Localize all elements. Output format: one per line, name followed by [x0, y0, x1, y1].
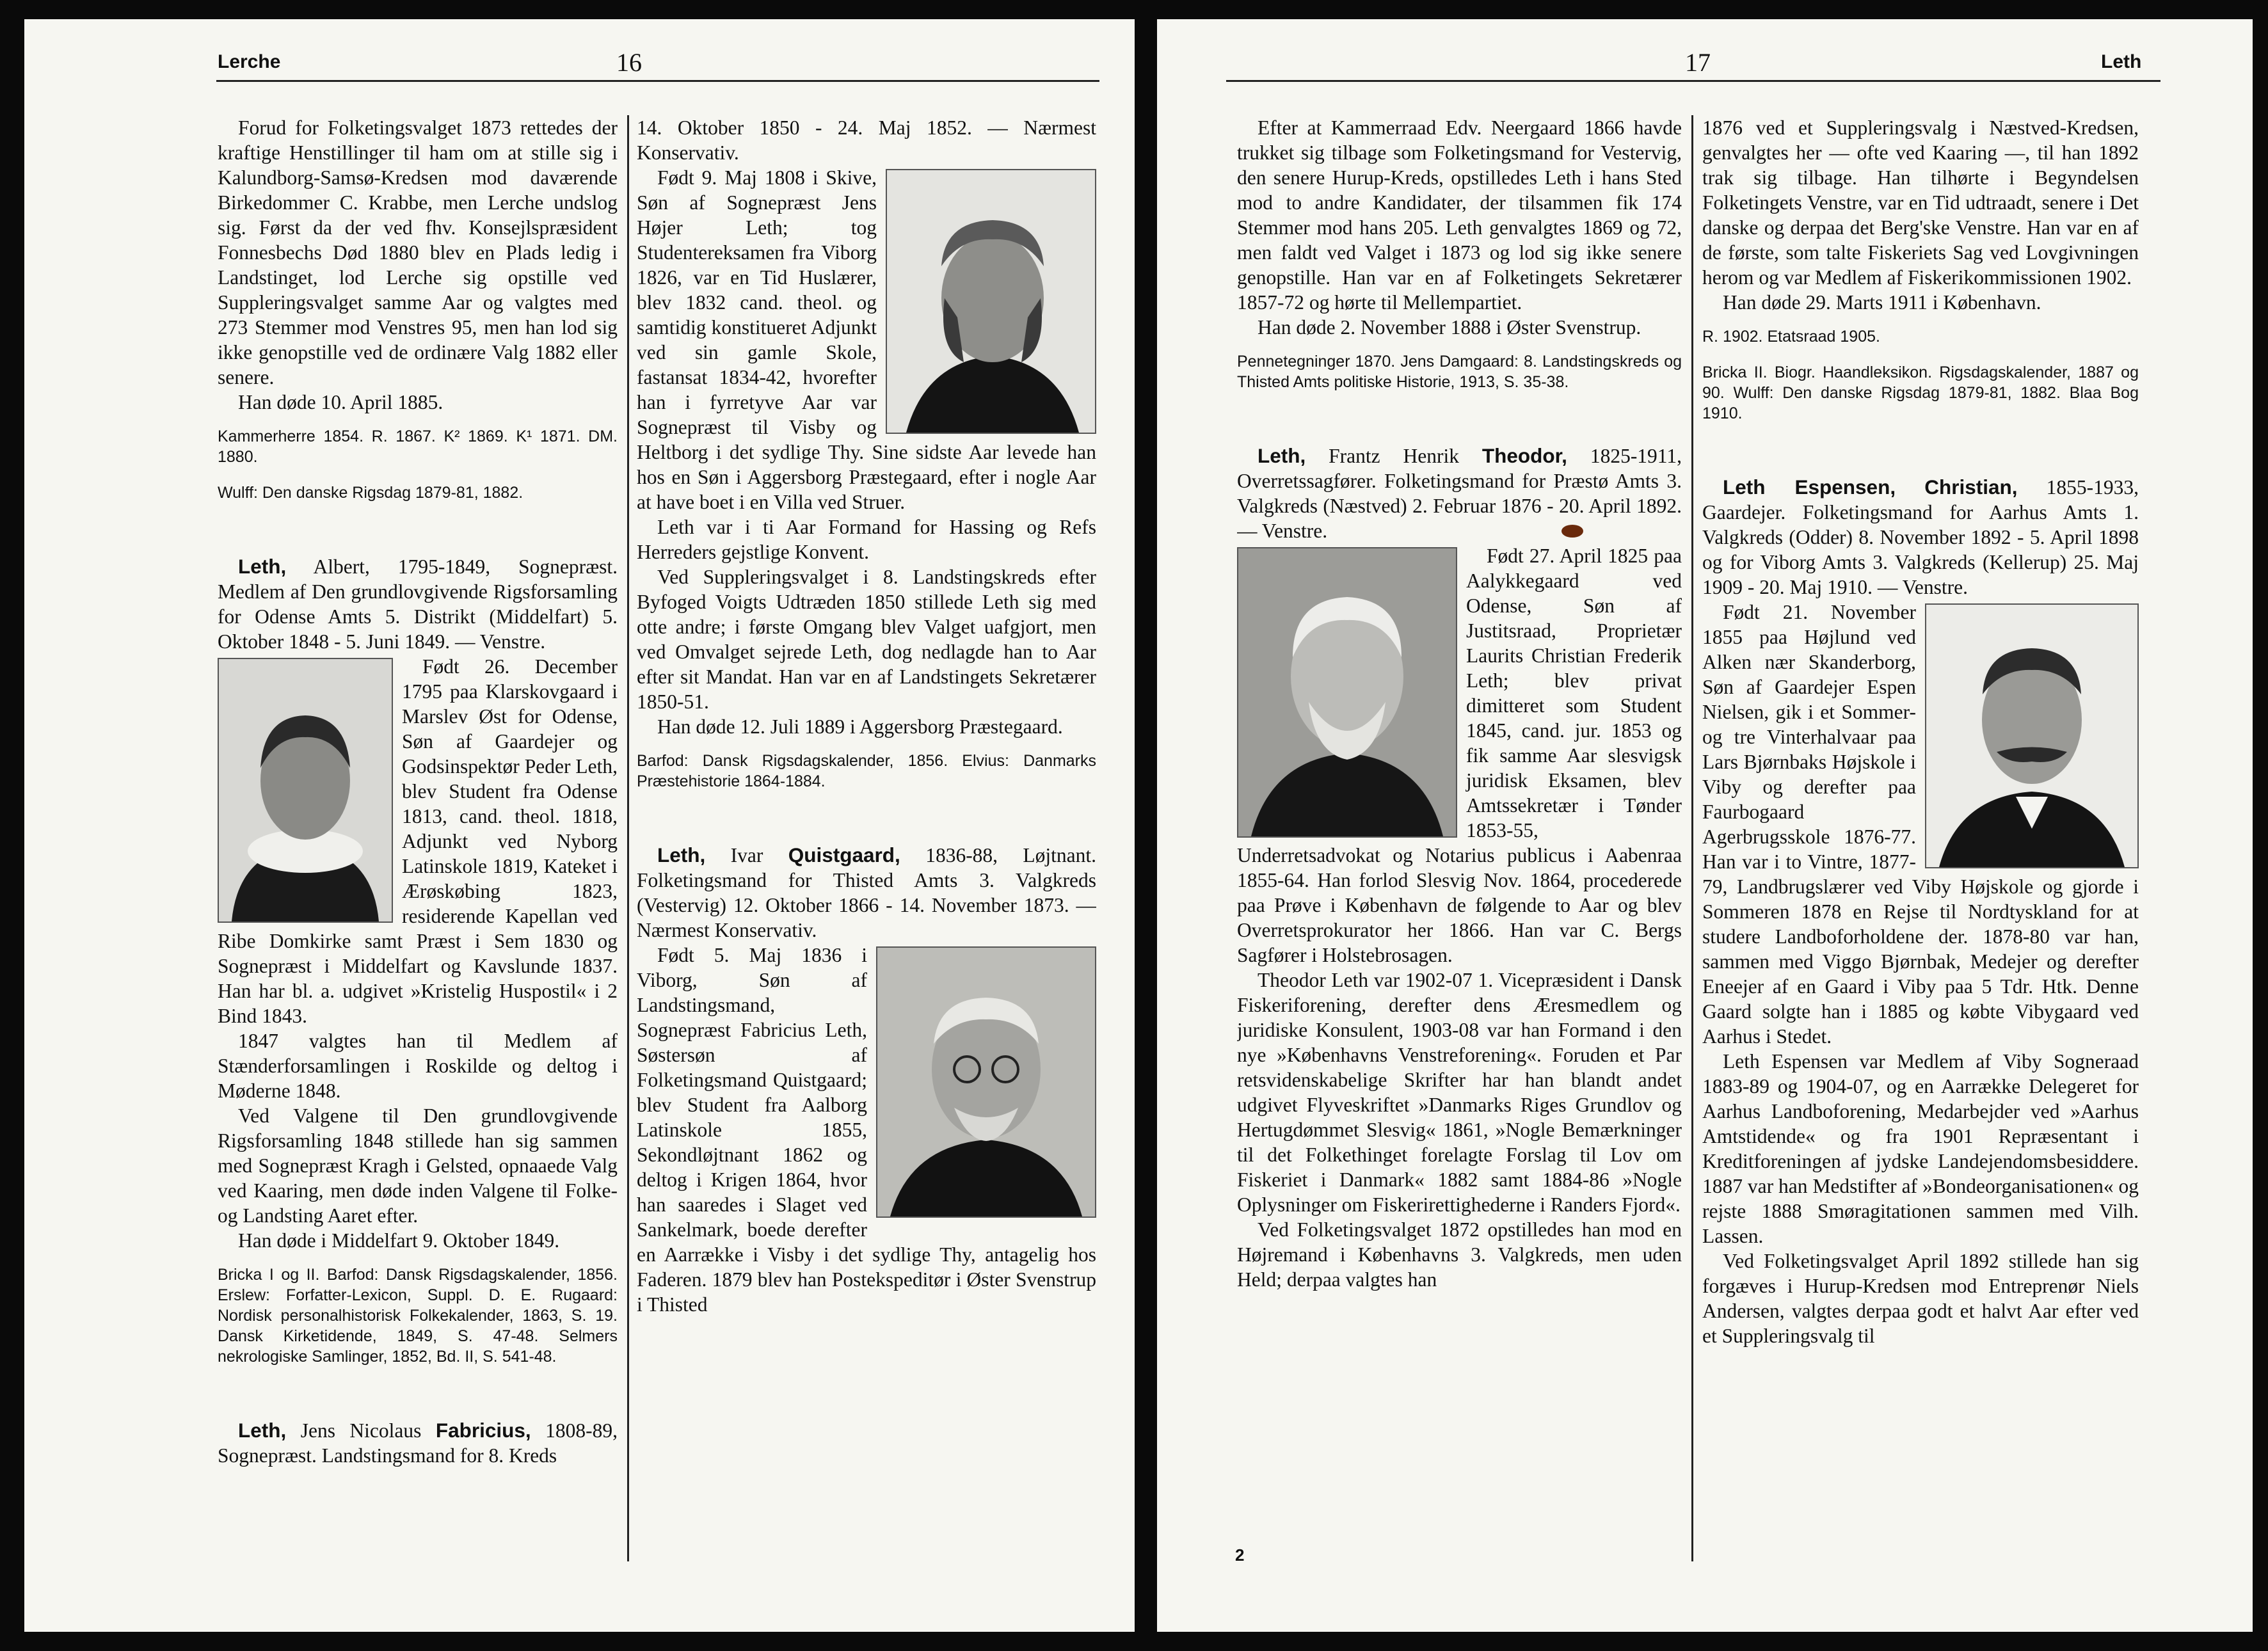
portrait-christian-leth-espensen — [1926, 605, 2137, 867]
paragraph: 14. Oktober 1850 - 24. Maj 1852. — Nærmest Konservativ. — [637, 116, 1096, 164]
entry-lead: 1825-1911, Overretssagfører. Folketingsmand for Præstø Amts 3. Valgkreds (Næstved) 2. Februar 1876 - 20. April 1892. — Venstre. — [1237, 445, 1682, 542]
reference-note: Pennetegninger 1870. Jens Damgaard: 8. Landstingskreds og Thisted Amts politiske Historie, 1913, S. 35-38. — [1237, 353, 1682, 391]
paragraph: Han døde 29. Marts 1911 i København. — [1723, 291, 2041, 314]
right-page — [1157, 19, 2253, 1632]
paragraph: Theodor Leth var 1902-07 1. Vicepræsident i Dansk Fiskeriforening, derefter dens Æresmedlem og juridiske Konsulent, 1903-08 var han Formand i den nye »Københavns Venstreforening«. Foruden et Par retsvidenskabelige Skrifter har han blandt andet udgivet Flyveskriftet »Danmarks Riges Grundlov og Hertugdømmet Slesvig« 1861, »Nogle Bemærkninger til det Folkethinget forelagte Forslag til Lov om Fiskeriet i Danmark« 1882 samt 1884-86 »Nogle Oplysninger om Fiskerirettighederne i Randers Fjord«. — [1237, 969, 1682, 1216]
portrait-theodor-leth — [1238, 548, 1456, 836]
paragraph: Født 27. April 1825 paa Aalykkegaard ved Odense, Søn af Justitsraad, Proprietær Laurits Christian Frederik Leth; blev privat dimitteret som Student 1845, cand. jur. 1853 og fik samme Aar slesvigsk juridisk Eksamen, blev Amtssekretær i Tønder 1853-55, Underretsadvokat og Notarius publicus i Aabenraa 1855-64. Han forlod Slesvig Nov. 1864, procederede paa Prøve i København de følgende to Aar og blev Overretsprokurator her 1866. Han var C. Bergs Sagfører i Holstebrosagen. — [1237, 545, 1682, 966]
entry-heading — [218, 554, 618, 654]
paragraph: Født 9. Maj 1808 i Skive, Søn af Sognepræst Jens Højer Leth; tog Studentereksamen fra Viborg 1826, var en Tid Huslærer, blev 1832 cand. theol. og samtidig konstitueret Adjunkt ved sin gamle Skole, fastansat 1834-42, hvorefter han i fyrretyve Aar var Sognepræst til Visby og Heltborg i det sydlige Thy. Sine sidste Aar levede han hos en Søn i Aggersborg Præstegaard, efter i nogle Aar at have boet i en Villa ved Struer. — [637, 166, 1096, 513]
column-divider — [1691, 115, 1693, 1561]
portrait-photo — [886, 169, 1096, 434]
left-page-column-2 — [637, 115, 1096, 1568]
portrait-albert-leth — [219, 659, 392, 921]
running-head-right: Leth — [2101, 51, 2142, 72]
paragraph: Født 5. Maj 1836 i Viborg, Søn af Landstingsmand, Sognepræst Fabricius Leth, Søstersøn af Folketingsmand Quistgaard; blev Student fra Aalborg Latinskole 1855, Sekondløjtnant 1862 og deltog i Krigen 1864, hvor han saaredes i Slaget ved Sankelmark, boede derefter en Aarrække i Visby i det sydlige Thy, antagelig hos Faderen. 1879 blev han Postekspeditør i Øster Svenstrup i Thisted — [637, 944, 1096, 1316]
paragraph: Han døde 10. April 1885. — [238, 391, 443, 413]
entry-surname: Leth, — [238, 555, 287, 578]
portrait-photo — [876, 946, 1096, 1218]
header-rule — [216, 80, 1099, 82]
reference-note: R. 1902. Etatsraad 1905. — [1702, 328, 1880, 346]
reference-note: Bricka I og II. Barfod: Dansk Rigsdagskalender, 1856. Erslew: Forfatter-Lexicon, Suppl. D. E. Rugaard: Nordisk personalhistorisk Folkekalender, 1863, S. 19. Dansk Kirketidende, 1849, S. 47-48. Selmers nekrologiske Samlinger, 1852, Bd. II, S. 541-48. — [218, 1266, 618, 1366]
portrait-fabricius-leth — [887, 170, 1095, 433]
entry-surname: Leth, — [657, 843, 706, 866]
paragraph: Efter at Kammerraad Edv. Neergaard 1866 havde trukket sig tilbage som Folketingsmand for Vestervig, den senere Hurup-Kreds, opstilledes Leth i hans Sted mod to andre Kandidater, der tilsammen fik 174 Stemmer mod hans 205. Leth genvalgtes 1869 og 72, men faldt ved Valget i 1873 og lod sig ikke senere genopstille. Han var en af Folketingets Sekretærer 1857-72 og hørte til Mellempartiet. — [1237, 116, 1682, 314]
right-page-column-2 — [1702, 115, 2139, 1568]
entry-bold-name: Fabricius, — [435, 1419, 531, 1442]
paragraph: Han døde 12. Juli 1889 i Aggersborg Præstegaard. — [657, 715, 1063, 738]
paragraph: Født 26. December 1795 paa Klarskovgaard i Marslev Øst for Odense, Søn af Gaardejer og Godsinspektør Peder Leth, blev Student fra Odense 1813, cand. theol. 1818, Adjunkt ved Nyborg Latinskole 1819, Kateket i Ærøskøbing 1823, residerende Kapellan ved Ribe Domkirke samt Præst i Sem 1830 og Sognepræst i Middelfart og Kavslunde 1837. Han har bl. a. udgivet »Kristelig Huspostil« i 2 Bind 1843. — [218, 655, 618, 1027]
left-page-column-1 — [218, 115, 618, 1568]
running-head-left: Lerche — [218, 51, 281, 72]
paragraph: Leth var i ti Aar Formand for Hassing og Refs Herreders gejstlige Konvent. — [637, 516, 1096, 563]
paragraph: Han døde 2. November 1888 i Øster Svenstrup. — [1258, 316, 1641, 339]
reference-note: Barfod: Dansk Rigsdagskalender, 1856. Elvius: Danmarks Præstehistorie 1864-1884. — [637, 752, 1096, 790]
portrait-ivar-leth — [877, 948, 1095, 1216]
signature-mark: 2 — [1235, 1545, 1245, 1565]
reference-note: Bricka II. Biogr. Haandleksikon. Rigsdagskalender, 1887 og 90. Wulff: Den danske Rigsdag 1879-81, 1882. Blaa Bog 1910. — [1702, 363, 2139, 422]
entry-bold-name: Quistgaard, — [788, 843, 900, 866]
entry-lead: 1808-89, Sognepræst. Landstingsmand for 8. Kreds — [218, 1419, 618, 1467]
entry-lead: 1855-1933, Gaardejer. Folketingsmand for Aarhus Amts 1. Valgkreds (Odder) 8. November 1892 - 5. April 1898 og for Viborg Amts 3. Valgkreds (Kellerup) 25. Maj 1909 - 20. Maj 1910. — Venstre. — [1702, 476, 2139, 598]
paragraph: Ved Suppleringsvalget i 8. Landstingskreds efter Byfoged Voigts Udtræden 1850 stillede Leth sig med otte andre; i første Omgang blev Valget uafgjort, men ved Omvalget sejrede Leth, dog nedlagde han to Aar efter sit Mandat. Han var en af Landstingets Sekretærer 1850-51. — [637, 566, 1096, 713]
right-page-column-1 — [1237, 115, 1682, 1568]
paragraph: Leth Espensen var Medlem af Viby Sogneraad 1883-89 og 1904-07, og en Aarrække Delegeret for Aarhus Landboforening, Medarbejder ved »Aarhus Amtstidende« og fra 1901 Repræsentant i Kreditforeningen af jydske Landejendomsbesiddere. 1887 var han Medstifter af »Bondeorganisationen« og rejste 1888 Smøragitationen sammen med Vilh. Lassen. — [1702, 1050, 2139, 1247]
entry-surname: Leth, — [238, 1419, 287, 1442]
paragraph: Han døde i Middelfart 9. Oktober 1849. — [238, 1229, 560, 1252]
paragraph: Født 21. November 1855 paa Højlund ved Alken nær Skanderborg, Søn af Gaardejer Espen Nielsen, gik i et Sommer- og tre Vinterhalvaar paa Lars Bjørnbaks Højskole i Viby og derefter paa Faurbogaard Agerbrugsskole 1876-77. Han var i to Vintre, 1877-79, Landbrugslærer ved Viby Højskole og gjorde i Sommeren 1878 en Rejse til Nordtyskland for at studere Landboforholdene der. 1878-80 var han, sammen med Viggo Bjørnbak, Medejer og derefter Eneejer af en Gaard i Viby paa 5 Tdr. Htk. Denne Gaard solgte han i 1885 og købte Vibygaard ved Aarhus i Stedet. — [1702, 601, 2139, 1048]
entry-heading — [1702, 475, 2139, 600]
paragraph: Ved Valgene til Den grundlovgivende Rigsforsamling 1848 stillede han sig sammen med Sognepræst Kragh i Gelsted, opnaaede Valg ved Kaaring, men døde inden Valgene til Folke- og Landsting Aaret efter. — [218, 1105, 618, 1227]
entry-bold-name: Theodor, — [1481, 444, 1567, 467]
entry-given-name: Frantz Henrik — [1329, 445, 1459, 467]
left-page — [24, 19, 1135, 1632]
entry-bold-name: Christian, — [1924, 475, 2018, 498]
page-number-left: 16 — [616, 48, 642, 77]
paragraph: Ved Folketingsvalget 1872 opstilledes han mod en Højremand i Københavns 3. Valgkreds, men uden Held; derpaa valgtes han — [1237, 1218, 1682, 1291]
portrait-photo — [218, 658, 393, 923]
paragraph: Forud for Folketingsvalget 1873 rettedes der kraftige Henstillinger til ham om at stille sig i Kalundborg-Samsø-Kredsen mod daværende Birkedommer C. Krabbe, men Lerche undslog sig. Først da der ved fhv. Konsejlspræsident Fonnesbechs Død 1880 blev en Plads ledig i Landstinget, lod Lerche sig opstille ved Suppleringsvalget samme Aar og valgtes med 273 Stemmer mod Venstres 95, men han lod sig ikke genopstille ved de ordinære Valg 1882 eller senere. — [218, 116, 618, 388]
reference-note: Kammerherre 1854. R. 1867. K² 1869. K¹ 1871. DM. 1880. — [218, 427, 618, 466]
entry-surname: Leth, — [1258, 444, 1306, 467]
entry-heading — [1237, 443, 1682, 543]
page-number-right: 17 — [1685, 48, 1711, 77]
entry-lead: 1795-1849, Sognepræst. Medlem af Den grundlovgivende Rigsforsamling for Odense Amts 5. Distrikt (Middelfart) 5. Oktober 1848 - 5. Juni 1849. — Venstre. — [218, 555, 618, 653]
paragraph: 1876 ved et Suppleringsvalg i Næstved-Kredsen, genvalgtes her — ofte ved Kaaring —, til han 1892 trak sig tilbage. Han tilhørte i Begyndelsen Folketingets Venstre, var en Tid udtraadt, senere i Det danske og derpaa det Berg'ske Venstre. Han var en af de første, som talte Fiskeriets Sag ved Lovgivningen herom og var Medlem af Fiskerikommissionen 1902. — [1702, 116, 2139, 289]
column-divider — [627, 115, 629, 1561]
entry-given-name: Jens Nicolaus — [300, 1419, 422, 1442]
entry-heading — [218, 1418, 618, 1468]
header-rule — [1226, 80, 2160, 82]
entry-given-name: Albert, — [313, 555, 370, 578]
portrait-photo — [1925, 603, 2139, 868]
paragraph: 1847 valgtes han til Medlem af Stænderforsamlingen i Roskilde og deltog i Møderne 1848. — [218, 1030, 618, 1102]
entry-surname: Leth Espensen, — [1723, 475, 1896, 498]
portrait-photo — [1237, 547, 1457, 838]
entry-given-name: Ivar — [730, 844, 763, 866]
paragraph: Ved Folketingsvalget April 1892 stillede han sig forgæves i Hurup-Kredsen mod Entreprenør Niels Andersen, valgtes derpaa godt et halvt Aar efter ved et Suppleringsvalg til — [1702, 1250, 2139, 1347]
entry-lead: 1836-88, Løjtnant. Folketingsmand for Thisted Amts 3. Valgkreds (Vestervig) 12. Oktober 1866 - 14. November 1873. — Nærmest Konservativ. — [637, 844, 1096, 941]
entry-heading — [637, 843, 1096, 943]
reference-note: Wulff: Den danske Rigsdag 1879-81, 1882. — [218, 484, 523, 502]
